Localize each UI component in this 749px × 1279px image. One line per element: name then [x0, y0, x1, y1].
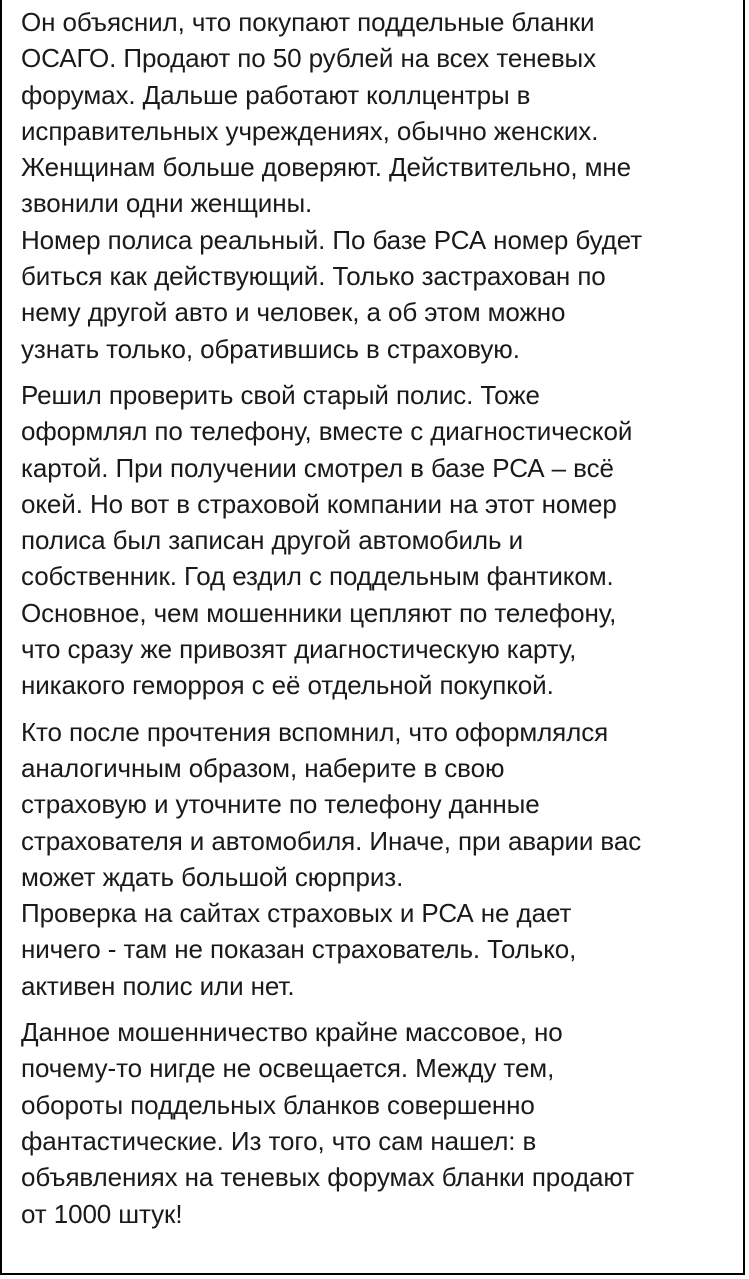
text-line: аналогичным образом, наберите в свою	[21, 752, 505, 783]
text-line: страховую и уточните по телефону данные	[21, 789, 540, 820]
text-line: узнать только, обратившись в страховую.	[21, 333, 520, 364]
text-line: картой. При получении смотрел в базе РСА – всё	[21, 452, 614, 483]
text-line: оформлял по телефону, вместе с диагностической	[21, 416, 633, 447]
paragraph-4	[21, 1014, 733, 1232]
text-line: нему другой авто и человек, а об этом можно	[21, 297, 566, 328]
text-line: Кто после прочтения вспомнил, что оформлялся	[21, 716, 609, 747]
text-line: ОСАГО. Продают по 50 рублей на всех теневых	[21, 43, 597, 74]
paragraph-2	[21, 377, 733, 704]
text-line: Он объяснил, что покупают поддельные бланки	[21, 7, 595, 37]
text-line: Основное, чем мошенники цепляют по телефону,	[21, 597, 617, 628]
text-line: ничего - там не показан страхователь. Только,	[21, 934, 577, 965]
text-line: объявлениях на теневых форумах бланки продают	[21, 1162, 635, 1193]
text-line: биться как действующий. Только застрахован по	[21, 261, 606, 292]
text-line: фантастические. Из того, что сам нашел: в	[21, 1125, 537, 1156]
text-line: от 1000 штук!	[21, 1198, 183, 1229]
text-line: никакого геморроя с её отдельной покупкой.	[21, 670, 554, 701]
text-line: что сразу же привозят диагностическую карту,	[21, 634, 577, 665]
text-line: может ждать большой сюрприз.	[21, 861, 404, 892]
text-line: активен полис или нет.	[21, 970, 295, 1001]
text-line: обороты поддельных бланков совершенно	[21, 1089, 535, 1120]
text-line: полиса был записан другой автомобиль и	[21, 525, 523, 556]
text-line: форумах. Дальше работают коллцентры в	[21, 79, 531, 110]
text-line: звонили одни женщины.	[21, 188, 313, 219]
text-line: Номер полиса реальный. По базе РСА номер будет	[21, 224, 643, 255]
paragraph-1	[21, 4, 733, 367]
text-line: Женщинам больше доверяют. Действительно, мне	[21, 152, 631, 183]
text-line: страхователя и автомобиля. Иначе, при аварии вас	[21, 825, 642, 856]
text-line: Данное мошенничество крайне массовое, но	[21, 1017, 563, 1048]
paragraph-3	[21, 714, 733, 1004]
post-text	[21, 4, 733, 1232]
text-line: Проверка на сайтах страховых и РСА не дает	[21, 898, 572, 929]
text-line: исправительных учреждениях, обычно женских.	[21, 115, 599, 146]
text-line: почему-то нигде не освещается. Между тем,	[21, 1053, 555, 1084]
text-line: окей. Но вот в страховой компании на этот номер	[21, 488, 617, 519]
text-line: Решил проверить свой старый полис. Тоже	[21, 379, 540, 410]
text-line: собственник. Год ездил с поддельным фантиком.	[21, 561, 614, 592]
